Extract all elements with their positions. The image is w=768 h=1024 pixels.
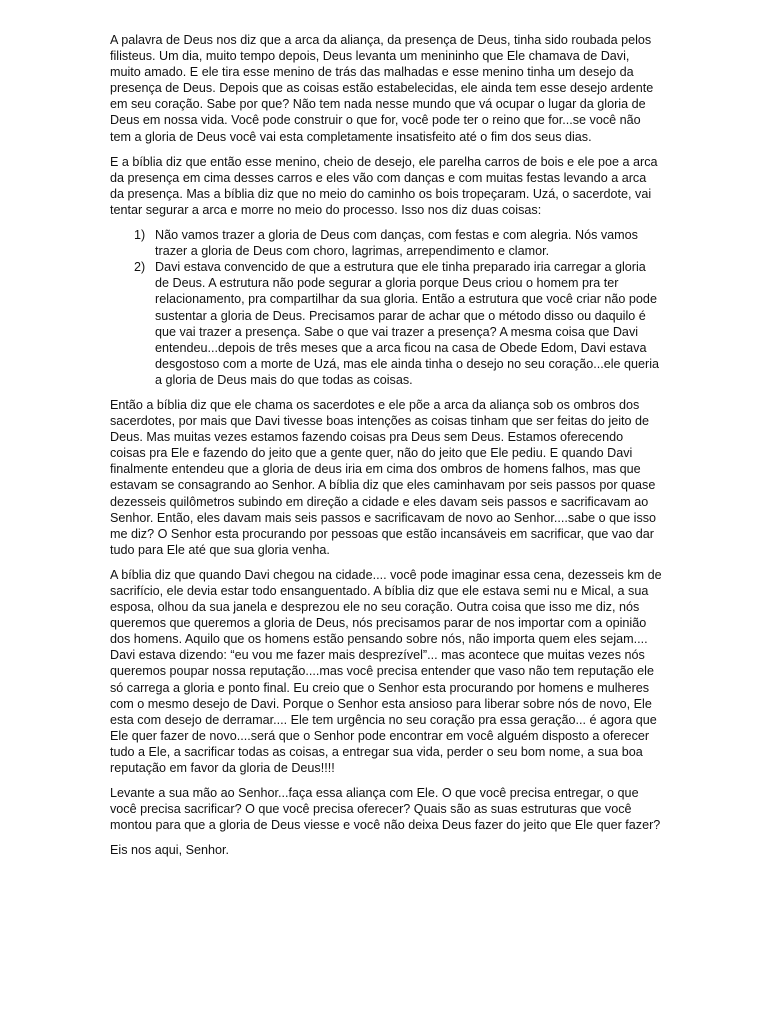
- document-page: [110, 32, 662, 868]
- list-item: [110, 227, 662, 259]
- paragraph-levante-a-mao: Levante a sua mão ao Senhor...faça essa aliança com Ele. O que você precisa entregar, o que você precisa sacrificar? O que você precisa oferecer? Quais são as suas estruturas que você montou para que a gloria de Deus viesse e você não deixa Deus fazer do jeito que Ele quer fazer?: [110, 786, 661, 833]
- paragraph-closing: Eis nos aqui, Senhor.: [110, 843, 230, 858]
- paragraph-sacerdotes: Então a bíblia diz que ele chama os sacerdotes e ele põe a arca da aliança sob os ombros dos sacerdotes, por mais que Davi tivesse boas intenções as coisas tinham que ser feitas do jeito de Deus. Mas muitas vezes estamos fazendo coisas pra Deus sem Deus. Estamos oferecendo coisas pra Ele e fazendo do jeito que a gente quer, não do jeito que Ele pediu. E quando Davi finalmente entendeu que a gloria de deus iria em cima dos ombros de homens falhos, mas que estavam se consagrando ao Senhor. A bíblia diz que eles caminhavam por seis passos por quase dezesseis quilômetros subindo em direção a cidade e eles davam seis passos e sacrificavam ao Senhor. Então, eles davam mais seis passos e sacrificavam de novo ao Senhor....sabe o que isso me diz? O Senhor esta procurando por pessoas que estão incansáveis em sacrificar, que vao dar tudo para Ele até que sua gloria venha.: [110, 397, 657, 557]
- paragraph-davi-na-cidade: A bíblia diz que quando Davi chegou na cidade.... você pode imaginar essa cena, dezesseis km de sacrifício, ele devia estar todo ensanguentado. A bíblia diz que ele estava semi nu e Mical, a sua esposa, olhou da sua janela e desprezou ele no seu coração. Outra coisa que isso me diz, nós queremos que queremos a gloria de Deus, nós precisamos parar de nos importar com a opinião dos homens. Aquilo que os homens estão pensando sobre nós, não importa quem eles sejam.... Davi estava dizendo: “eu vou me fazer mais desprezível”... mas acontece que muitas vezes nós queremos poupar nossa reputação....mas você precisa entender que vaso não tem reputação ele só carrega a gloria e ponto final. Eu creio que o Senhor esta procurando por homens e mulheres com o mesmo desejo de Davi. Porque o Senhor esta ansioso para liberar sobre nós de novo, Ele esta com desejo de derramar.... Ele tem urgência no seu coração pra essa geração... é agora que Ele quer fazer de novo....será que o Senhor pode encontrar em você alguém disposto a oferecer tudo a Ele, a sacrificar todas as coisas, a entregar sua vida, perder o seu bom nome, a sua boa reputação em favor da gloria de Deus!!!!: [110, 567, 662, 776]
- list-item-number: 2): [134, 260, 146, 275]
- list-item-text: Davi estava convencido de que a estrutura que ele tinha preparado iria carregar a gloria de Deus. A estrutura não pode segurar a gloria porque Deus criou o homem pra ter relacionamento, pra compartilhar da sua gloria. Então a estrutura que você criar não pode sustentar a gloria de Deus. Precisamos parar de achar que o método disso ou daquilo é que vai trazer a presença. Sabe o que vai trazer a presença? A mesma coisa que Davi entendeu...depois de três meses que a arca ficou na casa de Obede Edom, Davi estava desgostoso com a morte de Uzá, mas ele ainda tinha o desejo no seu coração...ele queria a gloria de Deus mais do que todas as coisas.: [155, 260, 660, 387]
- list-item: [110, 259, 662, 388]
- list-item-text: Não vamos trazer a gloria de Deus com danças, com festas e com alegria. Nós vamos trazer a gloria de Deus com choro, lagrimas, arrependimento e clamor.: [155, 228, 638, 259]
- paragraph-carros-de-bois: E a bíblia diz que então esse menino, cheio de desejo, ele parelha carros de bois e ele poe a arca da presença em cima desses carros e eles vão com danças e com muitas festas levando a arca da presença. Mas a bíblia diz que no meio do caminho os bois tropeçaram. Uzá, o sacerdote, vai tentar segurar a arca e morre no meio do processo. Isso nos diz duas coisas:: [110, 154, 658, 217]
- list-item-number: 1): [134, 228, 146, 243]
- paragraph-arca-roubada: A palavra de Deus nos diz que a arca da aliança, da presença de Deus, tinha sido roubada pelos filisteus. Um dia, muito tempo depois, Deus levanta um menininho que Ele chamava de Davi, muito amado. E ele tira esse menino de trás das malhadas e esse menino tinha um desejo da presença de Deus. Depois que as coisas estão estabelecidas, ele ainda tem esse desejo ardente em seu coração. Sabe por que? Não tem nada nesse mundo que vá ocupar o lugar da gloria de Deus em nossa vida. Você pode construir o que for, você pode ter o reino que for...se você não tem a gloria de Deus você vai esta completamente insatisfeito até o fim dos seus dias.: [110, 33, 654, 144]
- numbered-list: [110, 227, 662, 388]
